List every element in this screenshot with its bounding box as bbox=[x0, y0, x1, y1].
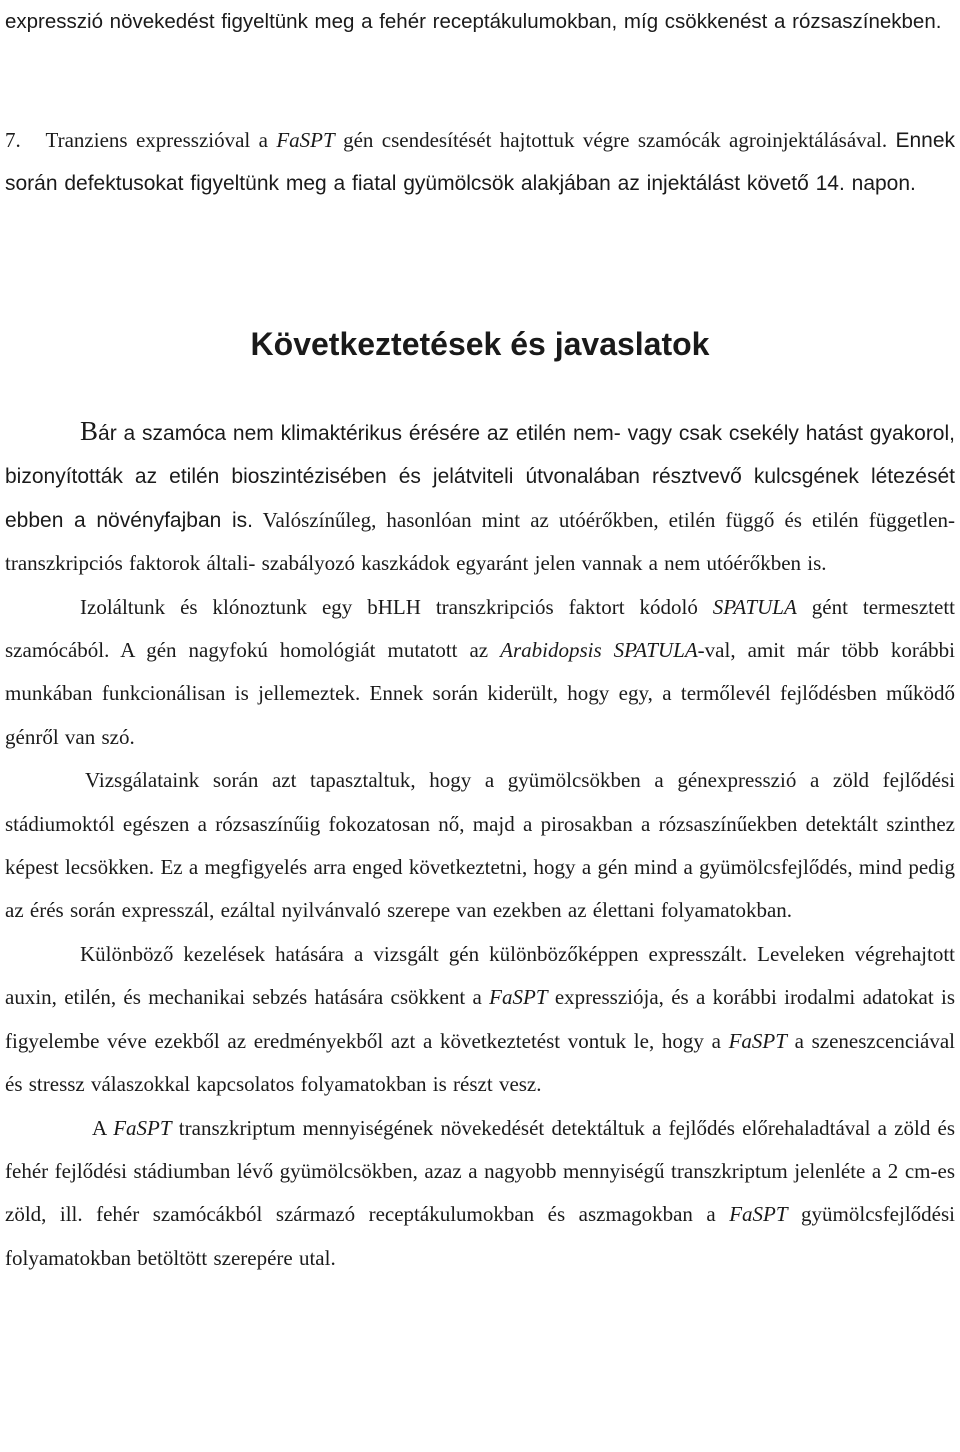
gene-name: FaSPT bbox=[113, 1115, 172, 1140]
gene-name: FaSPT bbox=[728, 1028, 787, 1053]
text-run: gént termesztett szamócából. A gén nagyfokú homológiát mutatott az bbox=[5, 594, 956, 663]
gene-name: FaSPT bbox=[276, 128, 335, 152]
text-run: Valószínűleg, hasonlóan mint az utóérőkben, etilén függő és etilén független-transzkripciós faktorok általi- szabályozó kaszkádok egyaránt jelen vannak a nem utóérőkben is. bbox=[5, 507, 956, 576]
intro-text-1: expresszió növekedést figyeltünk meg a fehér receptákulumokban, míg csökkenést a rózsaszínekben. bbox=[5, 10, 942, 33]
text-run: Ennek során defektusokat figyeltünk meg a fiatal gyümölcsök alakjában az injektálást követő 14. napon. bbox=[5, 129, 956, 196]
text-run: -val, amit már több korábbi munkában funkcionálisan is jellemeztek. Ennek során kiderült, hogy egy, a termőlevél fejlődésben működő génről van szó. bbox=[5, 638, 956, 749]
section-heading: Következtetések és javaslatok bbox=[250, 326, 710, 362]
text-run: ár a szamóca nem klimaktérikus érésére az etilén nem- vagy csak csekély hatást gyakorol, bizonyították az etilén bioszintézisében és jelátviteli útvonalában résztvevő kulcsgének létezését ebben a növényfajban is. bbox=[5, 422, 955, 532]
section-body bbox=[5, 410, 955, 1280]
paragraph-4 bbox=[5, 933, 955, 1107]
text-run: gyümölcsfejlődési folyamatokban betöltött szerepére utal. bbox=[5, 1202, 956, 1270]
text-run: Vizsgálataink során azt tapasztaltuk, hogy a gyümölcsökben a génexpresszió a zöld fejlődési stádiumoktól egészen a rózsaszínűig fokozatosan nő, majd a pirosakban a rózsaszínűekben detektált szinthez képest lecsökken. Ez a megfigyelés arra enged következtetni, hogy a gén mind a gyümölcsfejlődés, mind pedig az érés során expresszál, ezáltal nyilvánvaló szerepe van ezekben az élettani folyamatokban. bbox=[5, 768, 955, 923]
paragraph-2 bbox=[5, 586, 955, 760]
species-name: Arabidopsis bbox=[500, 638, 602, 663]
list-number: 7. bbox=[5, 128, 21, 152]
text-run: Különböző kezelések hatására a vizsgált gén különbözőképpen expresszált. Leveleken végrehajtott auxin, etilén, és mechanikai sebzés hatására csökkent a bbox=[5, 941, 955, 1010]
intro-paragraph-1 bbox=[5, 0, 955, 43]
text-run: a szeneszcenciával és stressz válaszokkal kapcsolatos folyamatokban is részt vesz. bbox=[5, 1028, 956, 1097]
gene-name: SPATULA bbox=[712, 594, 797, 619]
text-run: A bbox=[92, 1115, 107, 1140]
text-run: transzkriptum mennyiségének növekedését detektáltuk a fejlődés előrehaladtával a zöld és fehér fejlődési stádiumban lévő gyümölcsökben, azaz a nagyobb mennyiségű transzkriptum jelenléte a 2 cm-es zöld, ill. fehér szamócákból származó receptákulumokban és aszmagokban a bbox=[5, 1115, 956, 1227]
gene-name: SPATULA bbox=[613, 638, 698, 663]
paragraph-5 bbox=[5, 1107, 955, 1281]
gene-name: FaSPT bbox=[489, 985, 548, 1010]
paragraph-1 bbox=[5, 410, 955, 586]
drop-cap: B bbox=[80, 416, 99, 446]
text-run: expressziója, és a korábbi irodalmi adatokat is figyelembe véve ezekből az eredményekből azt a következtetést vontuk le, hogy a bbox=[5, 985, 956, 1053]
intro-paragraph-2 bbox=[5, 119, 955, 206]
text-run: Izoláltunk és klónoztunk egy bHLH transzkripciós faktort kódoló bbox=[80, 594, 698, 619]
text-run: Tranziens expresszióval a bbox=[45, 128, 268, 152]
paragraph-3 bbox=[5, 759, 955, 933]
text-run: gén csendesítését hajtottuk végre szamócák agroinjektálásával. bbox=[343, 128, 888, 152]
gene-name: FaSPT bbox=[729, 1202, 788, 1227]
